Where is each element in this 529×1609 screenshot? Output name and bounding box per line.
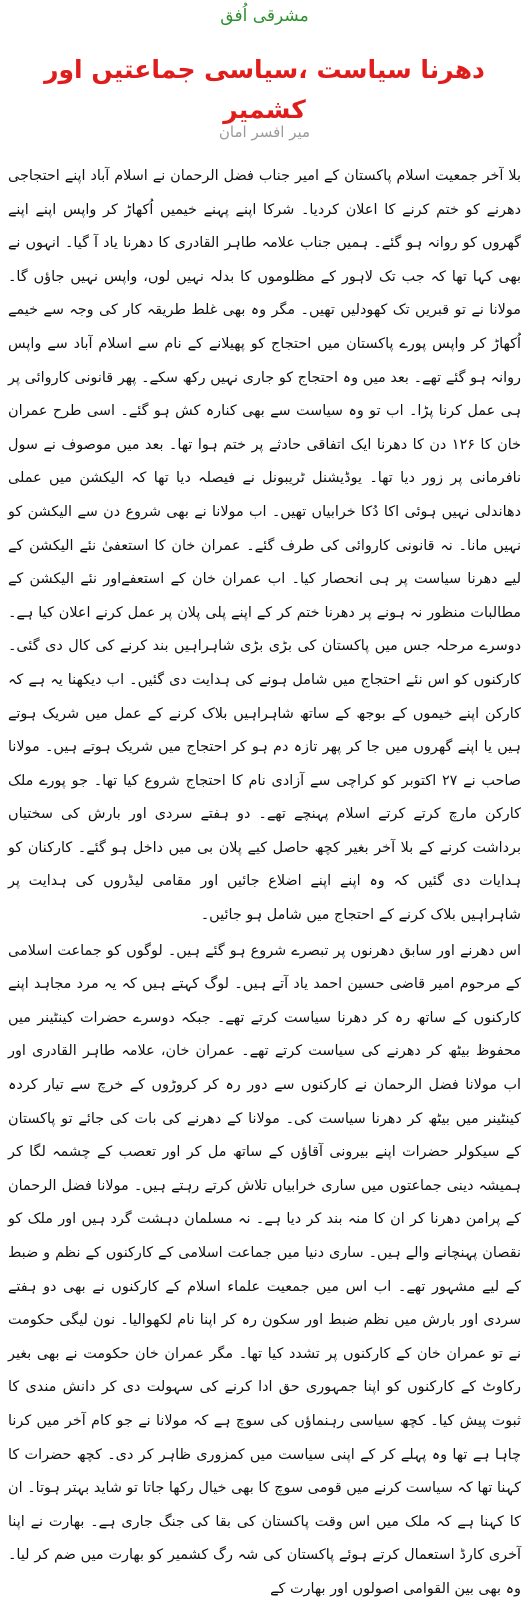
article-paragraph: اس دھرنے اور سابق دھرنوں پر تبصرے شروع ہو گئے ہیں۔ لوگوں کو جماعت اسلامی کے مرحوم امیر قاضی حسین احمد یاد آتے ہیں۔ لوگ کہتے ہیں کہ یہ مرد مجاہد اپنے کارکنوں کے ساتھ رہ کر دھرنا سیاست کرتے تھے۔ جبکہ دوسرے حضرات کینٹینر میں محفوظ بیٹھ کر دھرنے کی سیاست کرتے تھے۔ عمران خان، علامہ طاہر القادری اور اب مولانا فضل الرحمان نے کارکنوں سے دور رہ کر کروڑوں کے خرچ سے تیار کردہ کینٹینر میں بیٹھ کر دھرنا سیاست کی۔ مولانا کے دھرنے کی بات کی جائے تو پاکستان کے سیکولر حضرات اپنے بیرونی آقاؤں کے ساتھ مل کر اور تعصب کے چشمہ لگا کر ہمیشہ دینی جماعتوں میں ساری خرابیاں تلاش کرتے رہتے ہیں۔ مولانا فضل الرحمان کے پرامن دھرنا کر ان کا منہ بند کر دیا ہے۔ نہ مسلمان دہشت گرد ہیں اور ملک کو نقصان پہنچانے والے ہیں۔ ساری دنیا میں جماعت اسلامی کے کارکنوں کے نظم و ضبط کے لیے مشہور تھے۔ اب اس میں جمعیت علماء اسلام کے کارکنوں نے بھی دو ہفتے سردی اور بارش میں نظم ضبط اور سکون رہ کر اپنا نام لکھوالیا۔ نون لیگی حکومت نے تو عمران خان کے کارکنوں پر تشدد کیا تھا۔ مگر عمران خان حکومت نے بھی بغیر رکاوٹ کے کارکنوں کو اپنا جمہوری حق ادا کرنے کی سہولت دی کر دانش مندی کا ثبوت پیش کیا۔ کچھ سیاسی رہنماؤں کی سوچ ہے کہ مولانا نے جو کام آخر میں کرنا چاہا ہے تھا وہ پہلے کر کے اپنی سیاست میں کمزوری ظاہر کر دی۔ کچھ حضرات کا کہنا تھا کہ سیاست کرنے میں قومی سوچ کا بھی خیال رکھا جاتا تو شاید بہتر ہوتا۔ ان کا کہنا ہے کہ ملک میں اس وقت پاکستان کی بقا کی جنگ جاری ہے۔ بھارت نے اپنا آخری کارڈ استعمال کرتے ہوئے پاکستان کی شہ رگ کشمیر کو بھارت میں ضم کر لیا۔ وہ بھی بین القوامی اصولوں اور بھارت کے [8,942,521,1597]
article-paragraph: بلا آخر جمعیت اسلام پاکستان کے امیر جناب فضل الرحمان نے اسلام آباد اپنے احتجاجی دھرنے کو ختم کرنے کا اعلان کردیا۔ شرکا اپنے پہنے خیمیں اُکھاڑ کر واپس اپنے اپنے گھروں کو روانہ ہو گئے۔ ہمیں جناب علامہ طاہر القادری کا دھرنا یاد آ گیا۔ انہوں نے بھی کہا تھا کہ جب تک لاہور کے مظلوموں کا بدلہ نہیں لوں، واپس نہیں جاؤں گا۔ مولانا نے تو قبریں تک کھودلیں تھیں۔ مگر وہ بھی غلط طریقہ کار کی وجہ سے خیمے اُکھاڑ کر واپس پورے پاکستان میں احتجاج کو پھیلانے کے نام سے اسلام آباد سے واپس روانہ ہو گئے تھے۔ بعد میں وہ احتجاج کو جاری نہیں رکھ سکے۔ پھر قانونی کاروائی پر ہی عمل کرنا پڑا۔ اب تو وہ سیاست سے بھی کنارہ کش ہو گئے۔ اسی طرح عمران خان کا ۱۲۶ دن کا دھرنا ایک اتفاقی حادثے پر ختم ہوا تھا۔ بعد میں موصوف نے سول نافرمانی پر زور دیا تھا۔ یوڈیشنل ٹریبونل نے فیصلہ دیا تھا کہ الیکشن میں عملی دھاندلی نہیں ہوئی اکا دُکا خرابیاں تھیں۔ اب مولانا نے بھی شروع دن سے الیکشن کو نہیں مانا۔ نہ قانونی کاروائی کی طرف گئے۔ عمران خان کا استعفیٰ نئے الیکشن کے لیے دھرنا سیاست پر ہی انحصار کیا۔ اب عمران خان کے استعفےاور نئے الیکشن کے مطالبات منظور نہ ہونے پر دھرنا ختم کر کے اپنے پلی پلان پر عمل کرنے اعلان کیا ہے۔ دوسرے مرحلہ جس میں پاکستان کی بڑی بڑی شاہراہیں بند کرنے کی کال دی گئی۔ کارکنوں کو اس نئے احتجاج میں شامل ہونے کی ہدایت دی گئیں۔ اب دیکھنا یہ ہے کہ کارکن اپنے خیموں کے بوجھ کے ساتھ شاہراہیں بلاک کرنے کے عمل میں شریک ہوتے ہیں یا اپنے گھروں میں جا کر پھر تازہ دم ہو کر احتجاج میں شریک ہوتے ہیں۔ مولانا صاحب نے ۲۷ اکتوبر کو کراچی سے آزادی نام کا احتجاج شروع کیا تھا۔ جو پورے ملک کارکن مارچ کرتے کرتے اسلام پہنچے تھے۔ دو ہفتے سردی اور بارش کی سختیاں برداشت کرنے کے بلا آخر بغیر کچھ حاصل کیے پلان بی میں داخل ہو گئے۔ کارکنان کو ہدایات دی گئیں کہ وہ اپنے اپنے اضلاع جائیں اور مقامی لیڈروں کی ہدایت پر شاہراہیں بلاک کرنے کے احتجاج میں شامل ہو جائیں۔ [8,168,521,924]
article-headline: دھرنا سیاست ،سیاسی جماعتیں اور کشمیر [44,55,485,124]
column-kicker: مشرقی اُفق [220,6,309,26]
author-byline: میر افسر امان [218,123,311,141]
article-body [8,160,521,1609]
